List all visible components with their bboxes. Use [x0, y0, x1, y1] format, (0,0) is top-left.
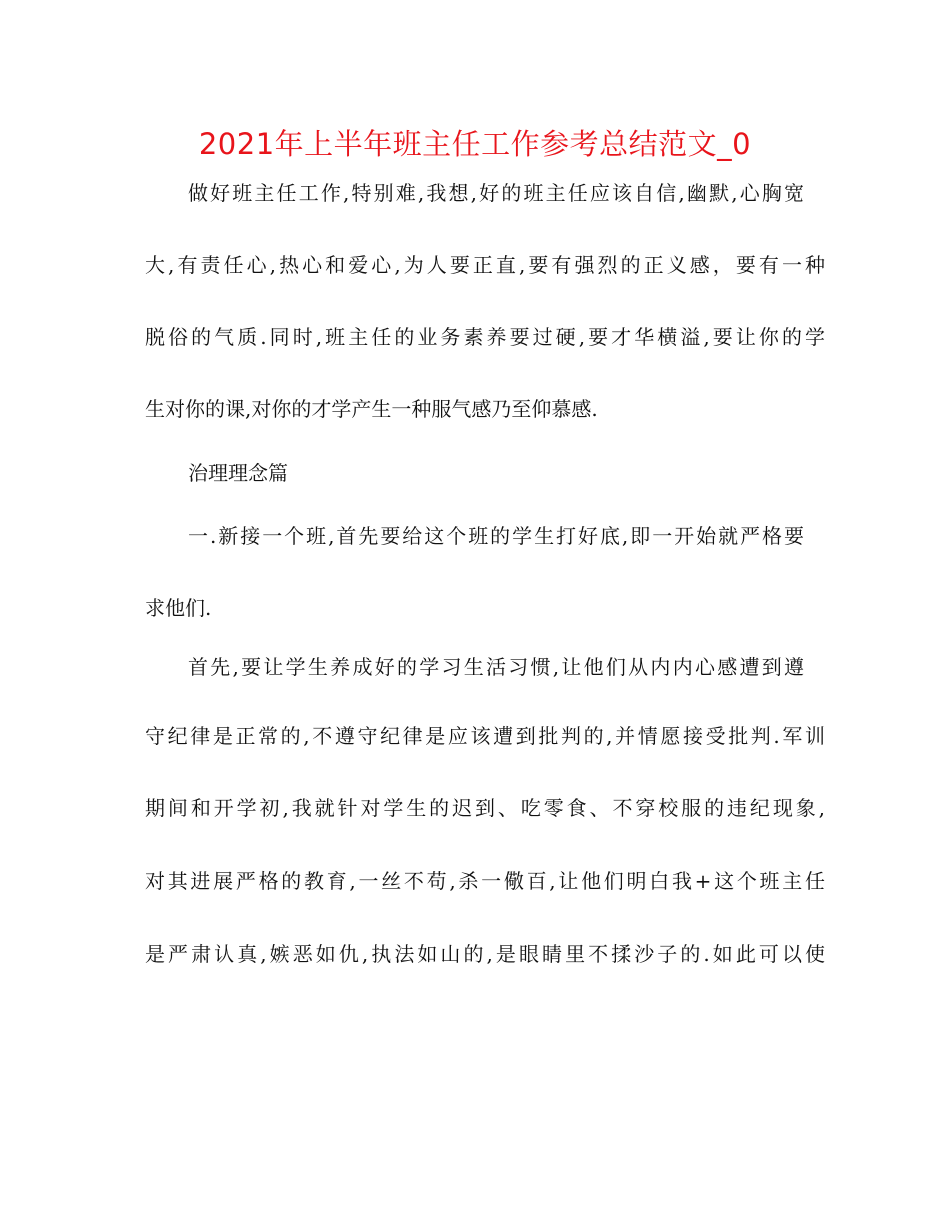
- paragraph-line-3: 脱俗的气质.同时,班主任的业务素养要过硬,要才华横溢,要让你的学: [145, 325, 825, 349]
- paragraph-line-4: 生对你的课,对你的才学产生一种服气感乃至仰慕感.: [145, 397, 598, 421]
- paragraph-line-8: 守纪律是正常的,不遵守纪律是应该遭到批判的,并情愿接受批判.军训: [145, 724, 825, 748]
- paragraph-line-2: 大,有责任心,热心和爱心,为人要正直,要有强烈的正义感，要有一种: [145, 253, 825, 277]
- paragraph-line-5: 一.新接一个班,首先要给这个班的学生打好底,即一开始就严格要: [188, 524, 804, 548]
- paragraph-line-11: 是严肃认真,嫉恶如仇,执法如山的,是眼睛里不揉沙子的.如此可以使: [145, 942, 825, 966]
- paragraph-line-10: 对其进展严格的教育,一丝不苟,杀一儆百,让他们明白我+这个班主任: [145, 869, 825, 893]
- paragraph-line-7: 首先,要让学生养成好的学习生活习惯,让他们从内内心感遭到遵: [188, 655, 804, 679]
- paragraph-line-6: 求他们.: [145, 596, 212, 620]
- paragraph-line-9: 期间和开学初,我就针对学生的迟到、吃零食、不穿校服的违纪现象,: [145, 796, 825, 820]
- section-heading: 治理理念篇: [188, 461, 288, 485]
- paragraph-line-1: 做好班主任工作,特别难,我想,好的班主任应该自信,幽默,心胸宽: [188, 181, 804, 205]
- document-title: 2021年上半年班主任工作参考总结范文_0: [198, 127, 752, 161]
